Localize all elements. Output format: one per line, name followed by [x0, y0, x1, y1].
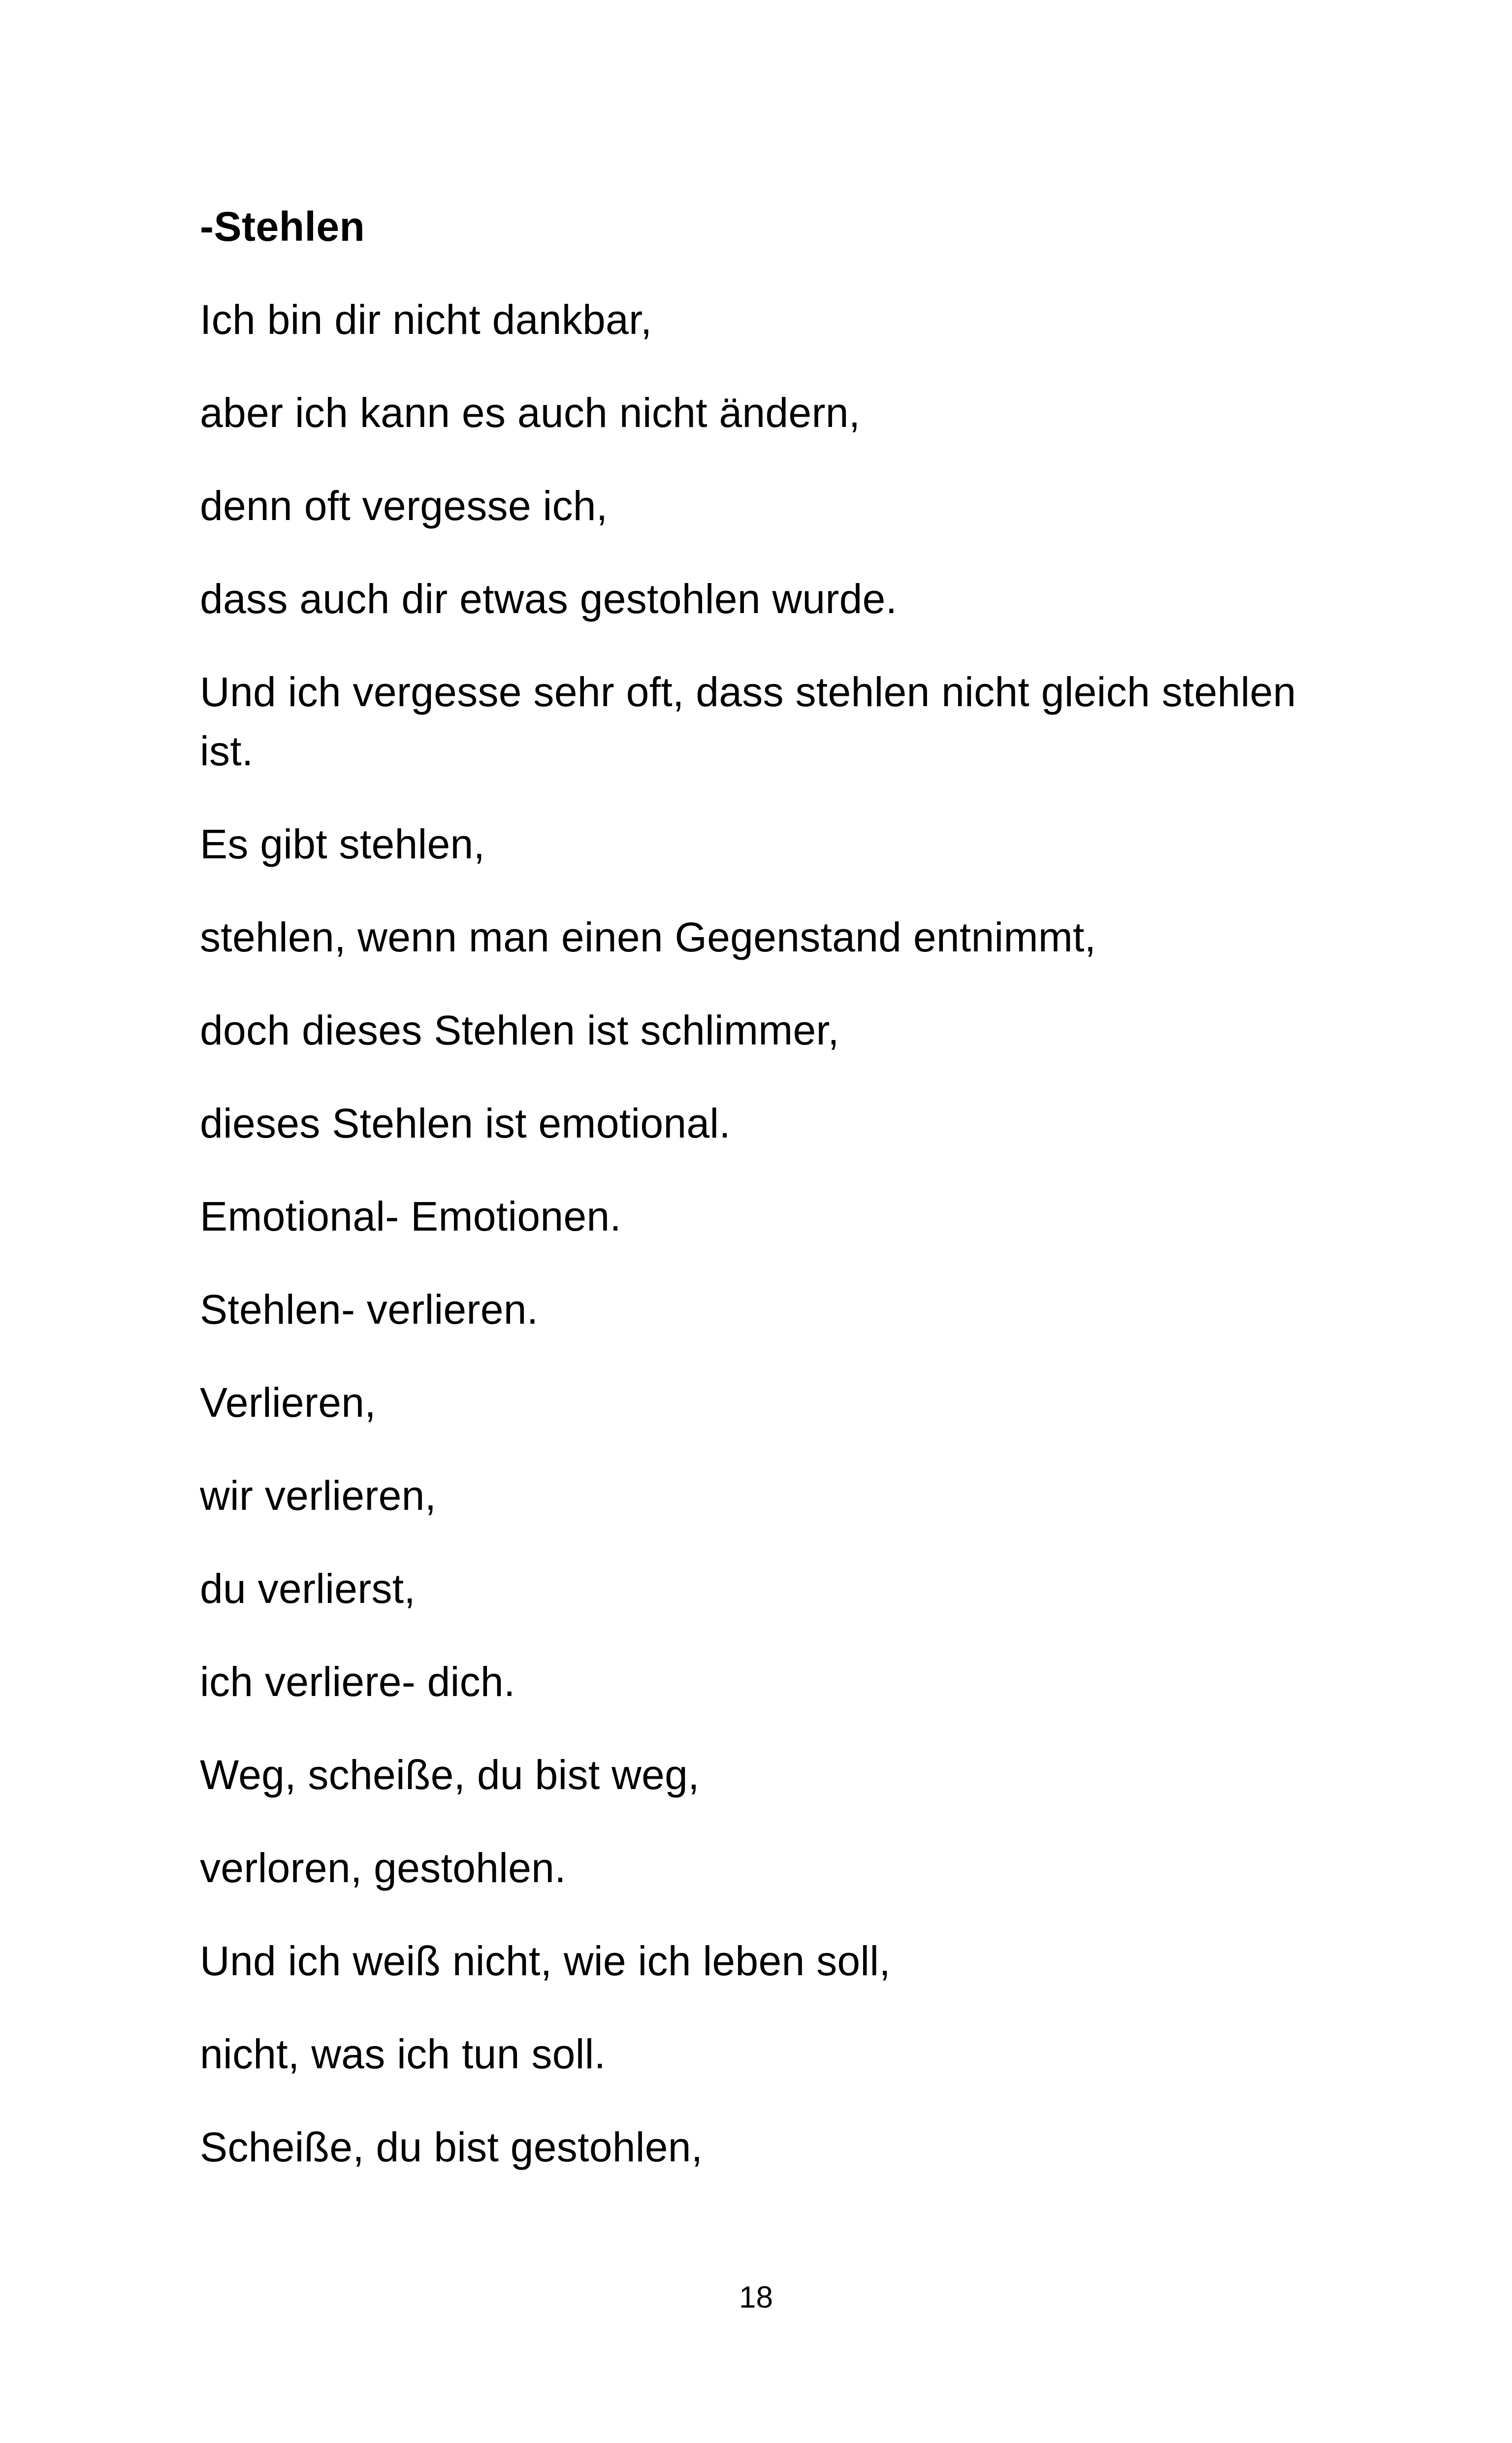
poem-line: Und ich vergesse sehr oft, dass stehlen nicht gleich stehlen ist.: [200, 669, 1296, 774]
poem-line: Weg, scheiße, du bist weg,: [200, 1752, 700, 1798]
poem-line: Emotional- Emotionen.: [200, 1193, 622, 1239]
poem-line: Ich bin dir nicht dankbar,: [200, 296, 652, 343]
poem-body: [200, 197, 1313, 2211]
poem-line: Es gibt stehlen,: [200, 821, 485, 867]
poem-line: Verlieren,: [200, 1379, 376, 1426]
poem-line: dieses Stehlen ist emotional.: [200, 1100, 731, 1146]
poem-line: dass auch dir etwas gestohlen wurde.: [200, 576, 898, 622]
poem-line: doch dieses Stehlen ist schlimmer,: [200, 1007, 839, 1053]
poem-title: -Stehlen: [200, 203, 365, 250]
poem-line: Stehlen- verlieren.: [200, 1286, 539, 1333]
poem-line: Scheiße, du bist gestohlen,: [200, 2124, 703, 2170]
poem-line: verloren, gestohlen.: [200, 1845, 566, 1891]
poem-line: aber ich kann es auch nicht ändern,: [200, 390, 861, 436]
poem-line: denn oft vergesse ich,: [200, 483, 608, 529]
poem-line: ich verliere- dich.: [200, 1659, 515, 1705]
poem-line: Und ich weiß nicht, wie ich leben soll,: [200, 1938, 891, 1984]
poem-line: nicht, was ich tun soll.: [200, 2031, 606, 2077]
poem-line: wir verlieren,: [200, 1472, 437, 1519]
poem-line: du verlierst,: [200, 1565, 416, 1612]
page-number: 18: [739, 2280, 773, 2314]
poem-line: stehlen, wenn man einen Gegenstand entnimmt,: [200, 914, 1096, 960]
